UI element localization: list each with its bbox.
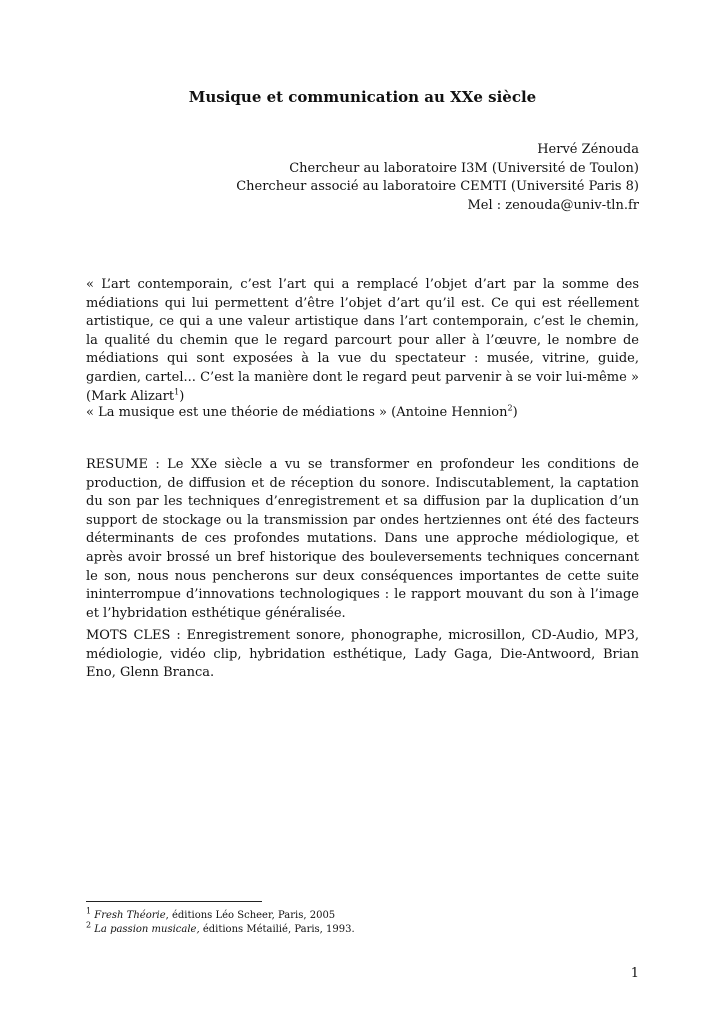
- author-email: Mel : zenouda@univ-tln.fr: [467, 197, 639, 213]
- footnote-2: [86, 920, 639, 937]
- author-affiliation-1: Chercheur au laboratoire I3M (Université de Toulon): [289, 160, 639, 176]
- footnote-1-rest: , éditions Léo Scheer, Paris, 2005: [165, 910, 336, 921]
- footnote-ref-2: 2: [507, 403, 513, 413]
- footnote-1: [86, 906, 639, 923]
- author-affiliation-2: Chercheur associé au laboratoire CEMTI (Université Paris 8): [236, 179, 639, 194]
- abstract-paragraph: RESUME : Le XXe siècle a vu se transformer en profondeur les conditions de production, de diffusion et de réception du sonore. Indiscutablement, la captation du son par les techniques d’enregistrement et sa diffusion par la duplication d’un support de stockage ou la transmission par ondes hertziennes ont été des facteurs déterminants de ces profondes mutations. Dans une approche médiologique, et après avoir brossé un bref historique des bouleversements techniques concernant le son, nous nous pencherons sur deux conséquences importantes de cette suite ininterrompue d’innovations technologiques : le rapport mouvant du son à l’image et l’hybridation esthétique généralisée.: [86, 457, 639, 621]
- footnote-2-title: La passion musicale,: [94, 924, 200, 935]
- author-name: Hervé Zénouda: [537, 142, 639, 157]
- page-number: 1: [630, 966, 639, 981]
- footnote-1-title: Fresh Théorie: [94, 910, 166, 921]
- epigraph-alizart: [86, 276, 639, 406]
- epigraph-alizart-close: ): [179, 388, 185, 404]
- keywords-paragraph: MOTS CLES : Enregistrement sonore, phonographe, microsillon, CD-Audio, MP3, médiologie, vidéo clip, hybridation esthétique, Lady Gaga, Die-Antwoord, Brian Eno, Glenn Branca.: [86, 628, 639, 681]
- footnote-2-rest: éditions Métailié, Paris, 1993.: [199, 924, 355, 935]
- epigraph-hennion-close: ): [512, 405, 518, 420]
- footnote-number-2: 2: [86, 920, 92, 930]
- footnote-ref-1: 1: [174, 387, 180, 397]
- footnote-number-1: 1: [86, 906, 92, 916]
- epigraph-hennion-text: « La musique est une théorie de médiations » (Antoine Hennion: [86, 405, 508, 420]
- epigraph-alizart-text: « L’art contemporain, c’est l’art qui a remplacé l’objet d’art par la somme des médiations qui lui permettent d’être l’objet d’art qu’il est. Ce qui est réellement artistique, ce qui a une valeur artistique dans l’art contemporain, c’est le chemin, la qualité du chemin que le regard parcourt pour aller à l’œuvre, le nombre de médiations qui sont exposées à la vue du spectateur : musée, vitrine, guide, gardien, cartel... C’est la manière dont le regard peut parvenir à se voir lui-même » (Mark Alizart: [86, 277, 639, 404]
- paper-title: Musique et communication au XXe siècle: [188, 88, 537, 106]
- epigraph-hennion: [86, 404, 639, 423]
- author-block: [236, 141, 639, 215]
- footnote-divider: [86, 901, 262, 902]
- footnotes: [86, 906, 639, 937]
